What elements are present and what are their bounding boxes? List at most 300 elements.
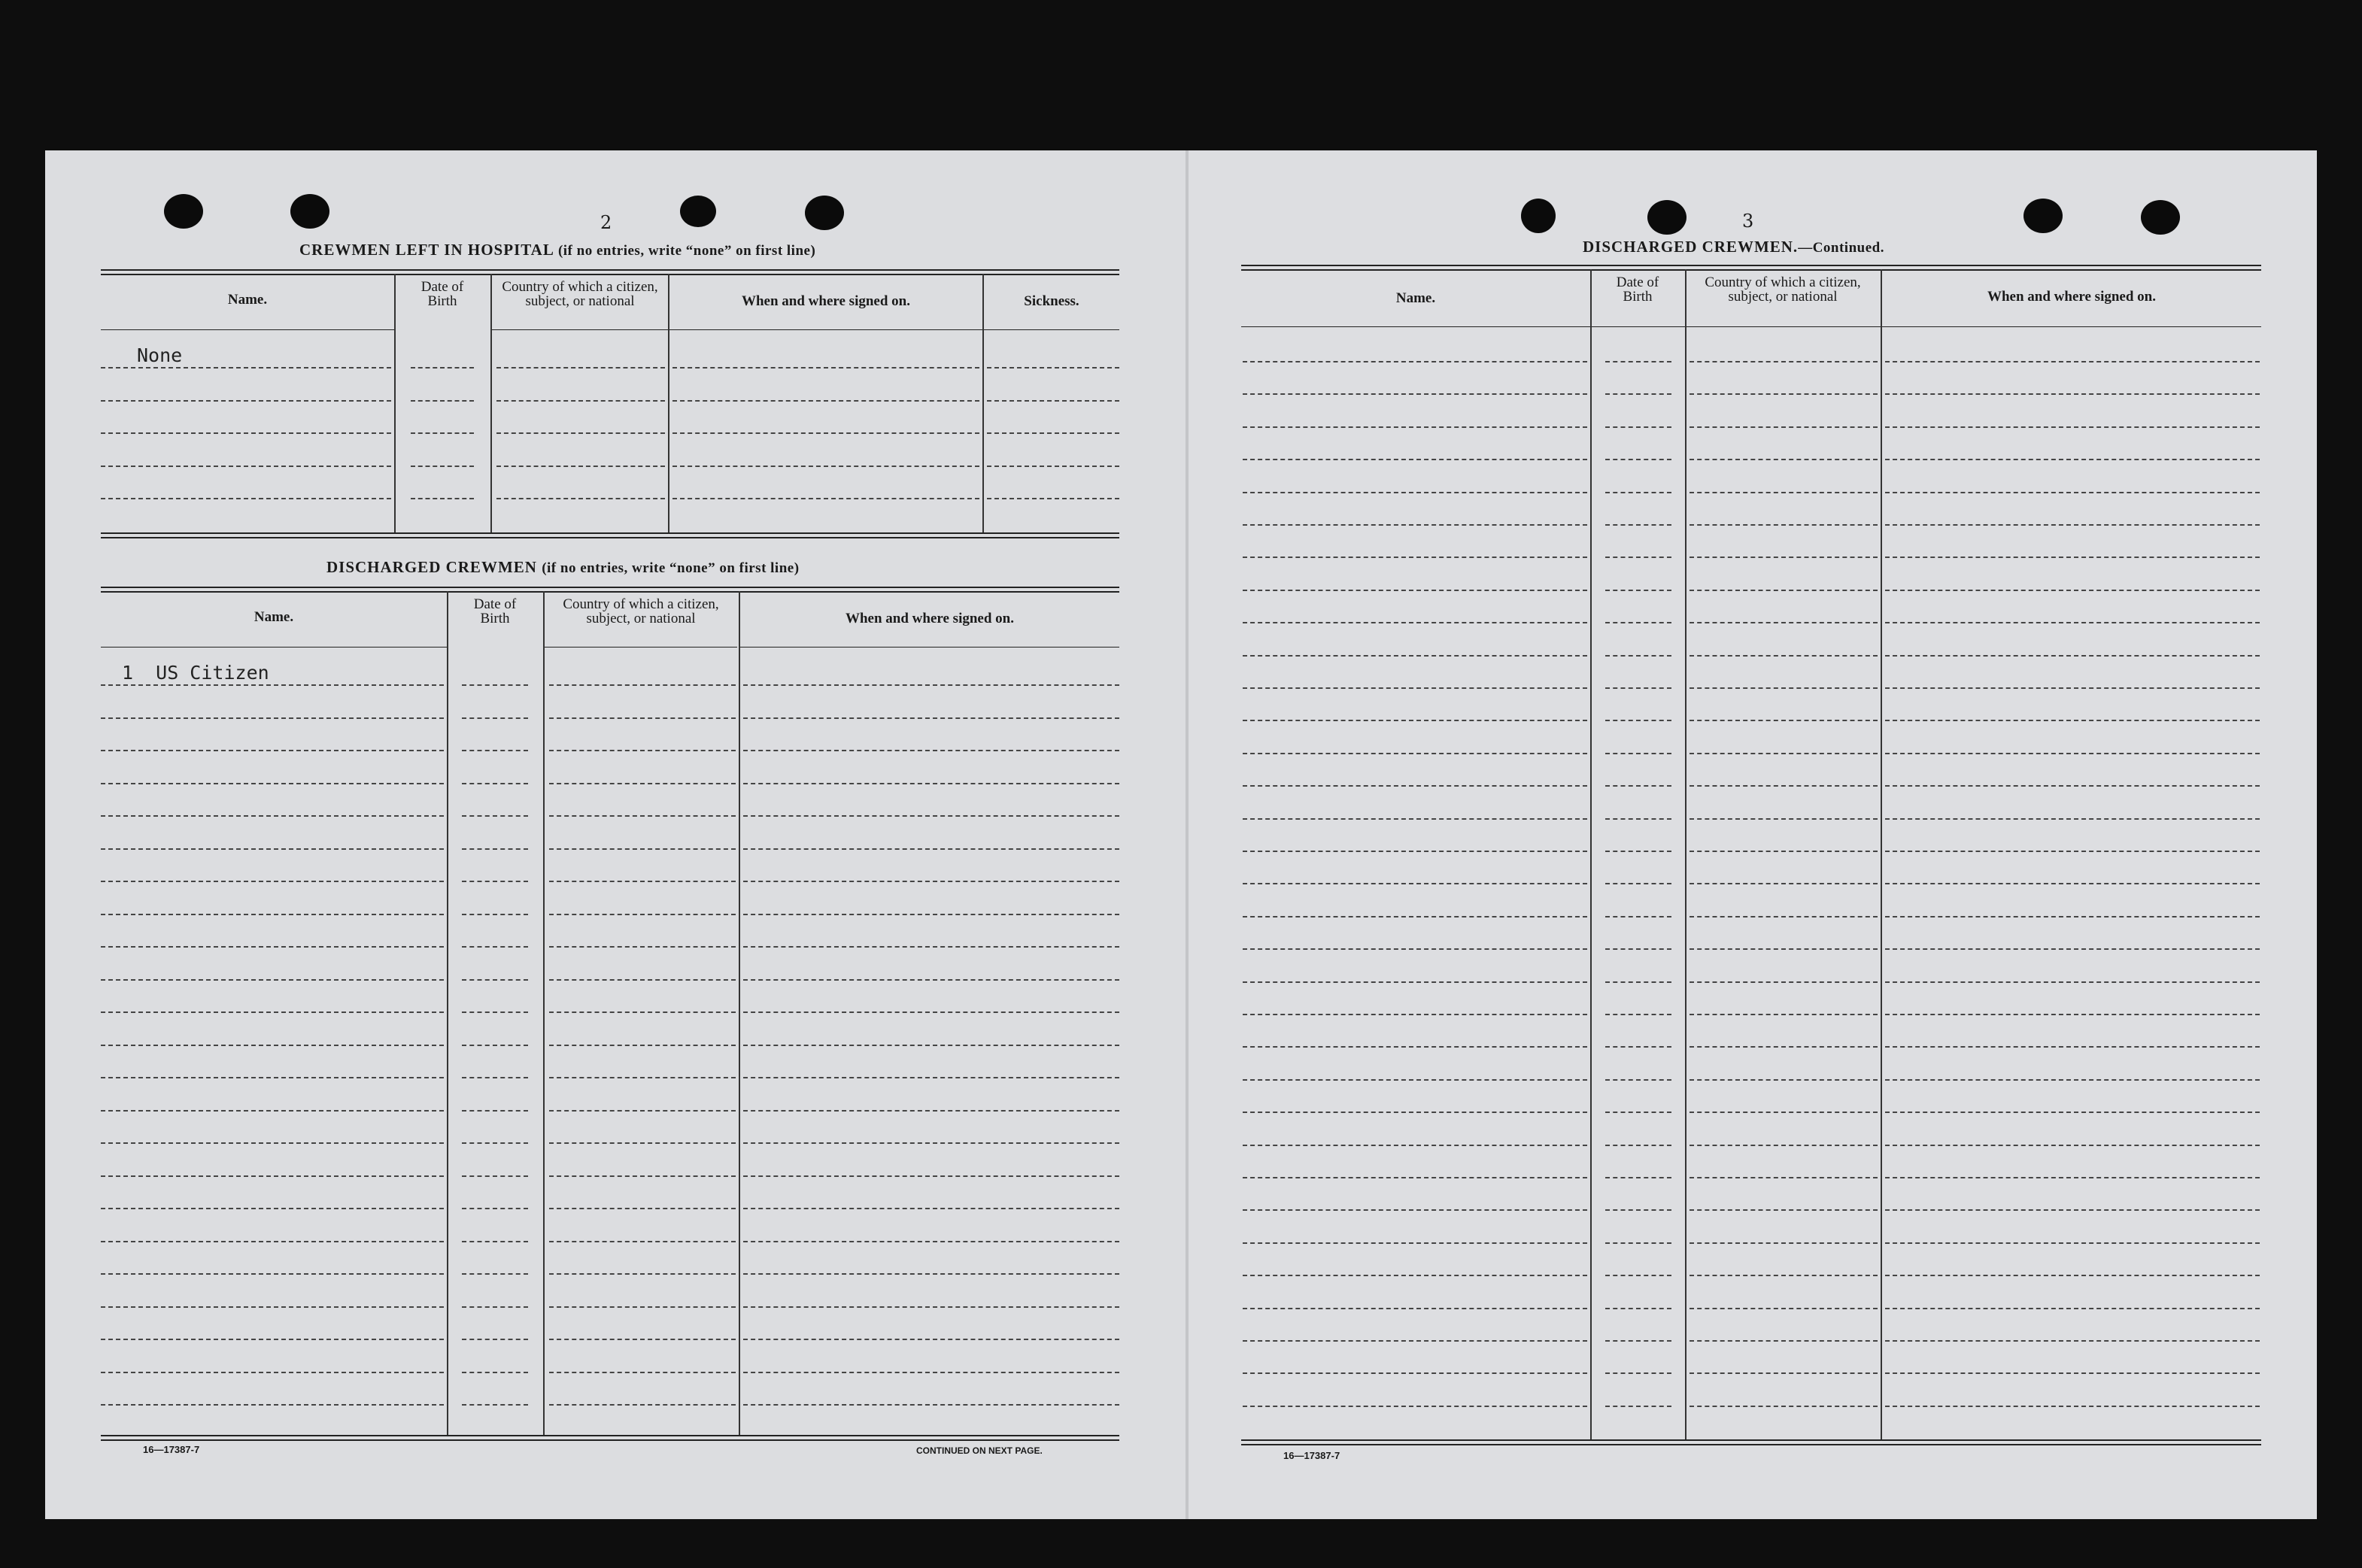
entry-line <box>1605 1242 1671 1244</box>
header-rule <box>101 647 447 648</box>
entry-line <box>411 466 474 467</box>
entry-line <box>743 717 1119 719</box>
entry-line <box>1690 361 1878 362</box>
entry-line <box>1605 1308 1671 1309</box>
right-page <box>1187 150 2317 1519</box>
entry-line <box>1885 1014 2260 1015</box>
entry-line <box>1690 492 1878 493</box>
entry-line <box>1605 622 1671 623</box>
entry-line <box>101 400 391 402</box>
table-rule <box>101 591 1119 593</box>
entry-line <box>672 367 979 368</box>
entry-line <box>1885 1177 2260 1178</box>
entry-line <box>1885 883 2260 884</box>
entry-line <box>1690 1242 1878 1244</box>
entry-line <box>549 1306 736 1308</box>
entry-line <box>1243 622 1587 623</box>
entry-line <box>101 1045 444 1046</box>
entry-line <box>1605 1177 1671 1178</box>
entry-line <box>1243 916 1587 917</box>
entry-line <box>549 881 736 882</box>
entry-line <box>496 400 665 402</box>
entry-line <box>743 750 1119 751</box>
entry-line <box>411 367 474 368</box>
col-sickness: Sickness. <box>1024 293 1079 309</box>
entry-line <box>549 1077 736 1078</box>
entry-line <box>987 498 1119 499</box>
entry-line <box>1605 1209 1671 1211</box>
entry-line <box>1690 1275 1878 1276</box>
entry-line <box>1690 1046 1878 1048</box>
entry-line <box>743 684 1119 686</box>
entry-line <box>1243 1406 1587 1407</box>
entry-line <box>549 815 736 817</box>
entry-line <box>1690 557 1878 558</box>
entry-line <box>101 1241 444 1242</box>
table-rule <box>101 532 1119 534</box>
entry-line <box>1885 687 2260 689</box>
col-name: Name. <box>227 292 268 308</box>
entry-line <box>1690 1112 1878 1113</box>
discharged-title-note: (if no entries, write “none” on first line) <box>542 560 800 576</box>
entry-line <box>1885 785 2260 787</box>
entry-line <box>1690 426 1878 428</box>
entry-line <box>101 848 444 850</box>
entry-line <box>1605 655 1671 657</box>
entry-line <box>462 1273 528 1275</box>
entry-line <box>101 979 444 981</box>
entry-line <box>1605 1079 1671 1081</box>
entry-line <box>1243 459 1587 460</box>
punch-hole <box>2141 200 2180 235</box>
table-rule <box>1241 269 2261 271</box>
entry-line <box>1885 1046 2260 1048</box>
entry-line <box>1243 393 1587 395</box>
entry-line <box>462 1175 528 1177</box>
page-fold <box>1186 150 1189 1519</box>
entry-line <box>1690 1079 1878 1081</box>
discharged-entry: 1 US Citizen <box>122 662 269 684</box>
punch-hole <box>1521 199 1556 233</box>
punch-hole <box>680 196 716 227</box>
entry-line <box>743 1208 1119 1209</box>
table-rule <box>1241 265 2261 266</box>
entry-line <box>1885 557 2260 558</box>
entry-line <box>1885 1275 2260 1276</box>
entry-line <box>1243 1340 1587 1342</box>
column-divider <box>394 274 396 532</box>
entry-line <box>496 367 665 368</box>
entry-line <box>1605 948 1671 950</box>
table-rule <box>101 274 1119 275</box>
entry-line <box>101 1077 444 1078</box>
entry-line <box>1690 851 1878 852</box>
entry-line <box>462 1110 528 1112</box>
entry-line <box>1243 655 1587 657</box>
entry-line <box>549 1045 736 1046</box>
entry-line <box>1885 1242 2260 1244</box>
column-divider <box>1590 269 1592 1439</box>
entry-line <box>672 400 979 402</box>
header-rule <box>1241 326 2261 327</box>
entry-line <box>549 1404 736 1406</box>
entry-line <box>1605 524 1671 526</box>
entry-line <box>462 1404 528 1406</box>
col-country: Country of which a citizen, subject, or national <box>502 279 658 309</box>
entry-line <box>1243 426 1587 428</box>
entry-line <box>101 783 444 784</box>
entry-line <box>1690 524 1878 526</box>
entry-line <box>743 1273 1119 1275</box>
col-date-of-birth: Date of Birth <box>420 279 464 309</box>
entry-line <box>549 914 736 915</box>
entry-line <box>743 1372 1119 1373</box>
punch-hole <box>164 194 203 229</box>
entry-line <box>1885 492 2260 493</box>
entry-line <box>101 1142 444 1144</box>
entry-line <box>101 717 444 719</box>
entry-line <box>101 881 444 882</box>
entry-line <box>743 1339 1119 1340</box>
entry-line <box>1605 1014 1671 1015</box>
entry-line <box>101 1339 444 1340</box>
hospital-entry: None <box>137 344 183 366</box>
entry-line <box>987 432 1119 434</box>
entry-line <box>1605 459 1671 460</box>
entry-line <box>1690 1014 1878 1015</box>
col-name: Name. <box>254 609 294 625</box>
header-rule <box>101 329 394 330</box>
entry-line <box>101 1110 444 1112</box>
entry-line <box>1605 1340 1671 1342</box>
entry-line <box>1605 590 1671 591</box>
entry-line <box>1885 981 2260 983</box>
entry-line <box>743 815 1119 817</box>
entry-line <box>1690 1177 1878 1178</box>
entry-line <box>462 1142 528 1144</box>
entry-line <box>549 848 736 850</box>
entry-line <box>1690 785 1878 787</box>
entry-line <box>1243 1372 1587 1374</box>
entry-line <box>1243 948 1587 950</box>
page-number: 3 <box>1742 211 1754 232</box>
entry-line <box>549 979 736 981</box>
column-divider <box>1685 269 1686 1439</box>
entry-line <box>1243 720 1587 721</box>
entry-line <box>1885 818 2260 820</box>
table-rule <box>101 1435 1119 1436</box>
entry-line <box>1605 1406 1671 1407</box>
column-divider <box>982 274 984 532</box>
entry-line <box>1243 1177 1587 1178</box>
entry-line <box>549 750 736 751</box>
entry-line <box>1690 1406 1878 1407</box>
punch-hole <box>805 196 844 230</box>
entry-line <box>1605 426 1671 428</box>
entry-line <box>1885 361 2260 362</box>
entry-line <box>743 1011 1119 1013</box>
entry-line <box>1243 1275 1587 1276</box>
entry-line <box>1605 720 1671 721</box>
entry-line <box>743 946 1119 948</box>
entry-line <box>1690 590 1878 591</box>
entry-line <box>101 1372 444 1373</box>
left-page <box>45 150 1187 1519</box>
entry-line <box>462 1372 528 1373</box>
entry-line <box>101 498 391 499</box>
entry-line <box>1243 883 1587 884</box>
entry-line <box>1885 753 2260 754</box>
entry-line <box>1690 981 1878 983</box>
page-number: 2 <box>600 212 612 233</box>
entry-line <box>496 432 665 434</box>
entry-line <box>743 1142 1119 1144</box>
entry-line <box>1885 590 2260 591</box>
entry-line <box>462 717 528 719</box>
col-signed-on: When and where signed on. <box>845 611 1014 626</box>
entry-line <box>1243 785 1587 787</box>
entry-line <box>101 684 444 686</box>
entry-line <box>1605 1372 1671 1374</box>
entry-line <box>462 979 528 981</box>
table-rule <box>1241 1444 2261 1445</box>
entry-line <box>743 1306 1119 1308</box>
col-signed-on: When and where signed on. <box>741 293 910 309</box>
entry-line <box>987 400 1119 402</box>
entry-line <box>549 1273 736 1275</box>
entry-line <box>1690 818 1878 820</box>
entry-line <box>1243 492 1587 493</box>
entry-line <box>987 367 1119 368</box>
entry-line <box>1690 1209 1878 1211</box>
entry-line <box>1243 557 1587 558</box>
entry-line <box>462 1045 528 1046</box>
entry-line <box>1243 1242 1587 1244</box>
entry-line <box>1690 883 1878 884</box>
entry-line <box>1243 1079 1587 1081</box>
entry-line <box>743 979 1119 981</box>
entry-line <box>743 1045 1119 1046</box>
hospital-title-note: (if no entries, write “none” on first line) <box>557 243 816 259</box>
entry-line <box>1885 1372 2260 1374</box>
entry-line <box>101 815 444 817</box>
entry-line <box>549 1208 736 1209</box>
entry-line <box>1690 459 1878 460</box>
entry-line <box>1885 948 2260 950</box>
entry-line <box>462 1208 528 1209</box>
entry-line <box>1690 393 1878 395</box>
entry-line <box>462 1339 528 1340</box>
entry-line <box>101 1404 444 1406</box>
entry-line <box>1243 1112 1587 1113</box>
entry-line <box>1690 1308 1878 1309</box>
entry-line <box>1690 1340 1878 1342</box>
entry-line <box>1243 687 1587 689</box>
header-rule <box>492 329 1119 330</box>
entry-line <box>462 1077 528 1078</box>
entry-line <box>549 1011 736 1013</box>
entry-line <box>462 684 528 686</box>
form-number: 16—17387-7 <box>143 1444 200 1455</box>
entry-line <box>496 498 665 499</box>
entry-line <box>462 881 528 882</box>
entry-line <box>101 432 391 434</box>
entry-line <box>462 1306 528 1308</box>
entry-line <box>1885 1308 2260 1309</box>
entry-line <box>1605 851 1671 852</box>
entry-line <box>743 881 1119 882</box>
entry-line <box>1690 916 1878 917</box>
entry-line <box>1885 1145 2260 1146</box>
entry-line <box>462 750 528 751</box>
entry-line <box>462 946 528 948</box>
entry-line <box>1605 785 1671 787</box>
entry-line <box>1605 687 1671 689</box>
col-name: Name. <box>1395 290 1436 306</box>
col-country: Country of which a citizen, subject, or national <box>563 596 719 626</box>
col-signed-on: When and where signed on. <box>1987 289 2156 305</box>
entry-line <box>101 367 391 368</box>
entry-line <box>462 1241 528 1242</box>
entry-line <box>1885 459 2260 460</box>
entry-line <box>1605 1112 1671 1113</box>
entry-line <box>743 1077 1119 1078</box>
entry-line <box>1885 655 2260 657</box>
hospital-title-text: CREWMEN LEFT IN HOSPITAL <box>299 241 554 259</box>
right-section-title <box>1583 238 1884 256</box>
entry-line <box>1605 557 1671 558</box>
entry-line <box>1690 655 1878 657</box>
entry-line <box>549 1372 736 1373</box>
entry-line <box>549 684 736 686</box>
col-date-of-birth: Date of Birth <box>1616 274 1659 305</box>
entry-line <box>1885 1406 2260 1407</box>
entry-line <box>1243 524 1587 526</box>
entry-line <box>1605 883 1671 884</box>
entry-line <box>101 1175 444 1177</box>
entry-line <box>1885 622 2260 623</box>
entry-line <box>549 1175 736 1177</box>
column-divider <box>447 591 448 1435</box>
entry-line <box>411 432 474 434</box>
entry-line <box>743 1241 1119 1242</box>
entry-line <box>1605 753 1671 754</box>
entry-line <box>1243 1046 1587 1048</box>
entry-line <box>1243 753 1587 754</box>
entry-line <box>1605 1145 1671 1146</box>
entry-line <box>1885 916 2260 917</box>
discharged-section-title <box>326 558 800 577</box>
entry-line <box>1885 393 2260 395</box>
entry-line <box>1605 1046 1671 1048</box>
column-divider <box>668 274 669 532</box>
entry-line <box>1243 1209 1587 1211</box>
entry-line <box>549 783 736 784</box>
entry-line <box>1243 851 1587 852</box>
col-date-of-birth: Date of Birth <box>473 596 517 626</box>
column-divider <box>739 591 740 1435</box>
entry-line <box>411 400 474 402</box>
entry-line <box>1605 1275 1671 1276</box>
entry-line <box>101 1306 444 1308</box>
entry-line <box>672 466 979 467</box>
entry-line <box>1243 361 1587 362</box>
entry-line <box>1243 590 1587 591</box>
entry-line <box>1885 720 2260 721</box>
entry-line <box>743 848 1119 850</box>
entry-line <box>1690 622 1878 623</box>
table-rule <box>101 537 1119 538</box>
entry-line <box>743 1404 1119 1406</box>
entry-line <box>1605 492 1671 493</box>
col-country: Country of which a citizen, subject, or national <box>1705 274 1861 305</box>
punch-hole <box>290 194 329 229</box>
entry-line <box>672 432 979 434</box>
column-divider <box>490 274 492 532</box>
entry-line <box>496 466 665 467</box>
entry-line <box>101 946 444 948</box>
entry-line <box>1243 1145 1587 1146</box>
table-rule <box>1241 1439 2261 1441</box>
entry-line <box>462 815 528 817</box>
entry-line <box>1885 426 2260 428</box>
entry-line <box>672 498 979 499</box>
entry-line <box>1690 1145 1878 1146</box>
entry-line <box>101 1011 444 1013</box>
entry-line <box>1885 524 2260 526</box>
discharged-title-text: DISCHARGED CREWMEN <box>326 558 537 576</box>
entry-line <box>1690 1372 1878 1374</box>
entry-line <box>1690 753 1878 754</box>
entry-line <box>462 914 528 915</box>
entry-line <box>1243 818 1587 820</box>
right-title-note: —Continued. <box>1798 240 1884 256</box>
header-rule <box>545 647 737 648</box>
table-rule <box>101 587 1119 588</box>
punch-hole <box>1647 200 1686 235</box>
entry-line <box>101 1208 444 1209</box>
entry-line <box>549 946 736 948</box>
entry-line <box>1885 1209 2260 1211</box>
entry-line <box>101 1273 444 1275</box>
entry-line <box>462 848 528 850</box>
entry-line <box>1690 948 1878 950</box>
entry-line <box>1690 720 1878 721</box>
entry-line <box>1243 981 1587 983</box>
entry-line <box>987 466 1119 467</box>
table-rule <box>101 1439 1119 1441</box>
entry-line <box>549 1339 736 1340</box>
entry-line <box>1605 818 1671 820</box>
entry-line <box>1605 393 1671 395</box>
hospital-section-title <box>299 241 815 259</box>
right-title-text: DISCHARGED CREWMEN. <box>1583 238 1799 256</box>
entry-line <box>1605 361 1671 362</box>
entry-line <box>462 1011 528 1013</box>
entry-line <box>1885 1340 2260 1342</box>
entry-line <box>1885 1079 2260 1081</box>
punch-hole <box>2023 199 2063 233</box>
entry-line <box>1885 1112 2260 1113</box>
entry-line <box>411 498 474 499</box>
entry-line <box>101 466 391 467</box>
entry-line <box>462 783 528 784</box>
entry-line <box>1243 1308 1587 1309</box>
entry-line <box>1885 851 2260 852</box>
form-number: 16—17387-7 <box>1283 1450 1340 1461</box>
column-divider <box>1881 269 1882 1439</box>
column-divider <box>543 591 545 1435</box>
